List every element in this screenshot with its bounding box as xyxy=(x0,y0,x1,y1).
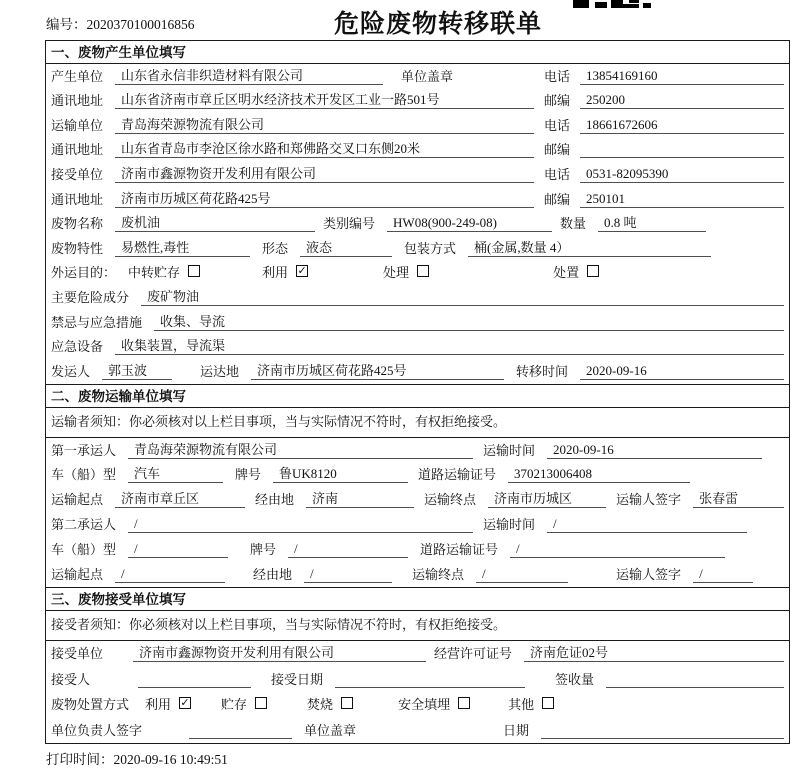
disposal-incinerate-label: 焚烧 xyxy=(307,697,334,712)
checkbox-transfer-storage xyxy=(188,265,200,277)
vehicle2-type-label: 车（船）型 xyxy=(51,541,117,557)
disposal-method-row xyxy=(46,692,789,718)
disposal-utilize-label: 利用 xyxy=(145,697,172,712)
checkbox-treat xyxy=(417,265,429,277)
transporter-phone-group xyxy=(544,115,784,134)
transporter-zip-value xyxy=(580,142,784,158)
vehicle1-road-value: 370213006408 xyxy=(508,466,690,483)
waste-form-value: 液态 xyxy=(300,237,392,257)
route2-sign-value: / xyxy=(693,566,753,583)
section-receiver xyxy=(46,587,789,743)
route2-sign-label: 运输人签字 xyxy=(616,566,682,582)
transporter-address-row xyxy=(46,138,789,163)
producer-zip-label: 邮编 xyxy=(544,93,571,109)
disposal-option-utilize xyxy=(145,694,191,713)
destination-label: 运达地 xyxy=(200,363,240,379)
receiver-label: 接受单位 xyxy=(51,166,104,182)
sign-date-label: 日期 xyxy=(503,722,530,738)
route1-sign-label: 运输人签字 xyxy=(616,492,682,508)
responsible-sign-label: 单位负责人签字 xyxy=(51,722,143,738)
checkbox-disposal-utilize: ✓ xyxy=(180,696,190,709)
vehicle1-row xyxy=(46,463,789,488)
producer-row xyxy=(46,64,789,89)
dispatcher-value: 郭玉波 xyxy=(102,360,172,380)
disposal-method-label: 废物处置方式 xyxy=(51,697,130,712)
taboo-value: 收集、导流 xyxy=(154,311,784,331)
waste-name-row xyxy=(46,212,789,237)
vehicle1-plate-label: 牌号 xyxy=(235,467,262,483)
disposal-landfill-label: 安全填埋 xyxy=(398,697,451,712)
document-number-value: 2020370100016856 xyxy=(86,17,195,32)
option-utilize xyxy=(262,262,308,281)
transporter-row xyxy=(46,113,789,138)
vehicle2-road-label: 道路运输证号 xyxy=(420,541,499,557)
hazard-row xyxy=(46,285,789,310)
route1-via-label: 经由地 xyxy=(255,492,295,508)
packing-label: 包装方式 xyxy=(404,240,457,256)
option-treat xyxy=(383,262,429,281)
route2-end-label: 运输终点 xyxy=(412,566,465,582)
waste-code-label: 类别编号 xyxy=(323,216,376,232)
producer-zip-value: 250200 xyxy=(580,92,784,109)
route1-start-value: 济南市章丘区 xyxy=(115,488,245,508)
producer-label: 产生单位 xyxy=(51,68,104,84)
equipment-value: 收集装置，导流渠 xyxy=(115,335,784,355)
equipment-label: 应急设备 xyxy=(51,339,104,355)
producer-address-label: 通讯地址 xyxy=(51,93,104,109)
route2-row xyxy=(46,562,789,587)
carrier1-row xyxy=(46,438,789,463)
document-number xyxy=(46,13,195,33)
carrier2-label: 第二承运人 xyxy=(51,516,117,532)
section3-header: 三、废物接受单位填写 xyxy=(46,587,789,611)
carrier2-time-label: 运输时间 xyxy=(483,516,536,532)
waste-props-value: 易燃性,毒性 xyxy=(115,237,250,257)
transporter-zip-group xyxy=(544,139,784,158)
packing-value: 桶(金属,数量 4） xyxy=(468,237,711,257)
option-transfer-storage-label: 中转贮存 xyxy=(128,265,181,281)
disposal-option-other xyxy=(508,694,554,713)
receive-amount-label: 签收量 xyxy=(555,671,595,687)
carrier2-time-value: / xyxy=(547,516,747,533)
carrier1-label: 第一承运人 xyxy=(51,442,117,458)
checkbox-disposal-landfill xyxy=(458,697,470,709)
transporter-value: 青岛海荣源物流有限公司 xyxy=(115,114,534,134)
receiver-zip-value: 250101 xyxy=(580,191,784,208)
vehicle2-road-value: / xyxy=(510,541,725,558)
receive-person-label: 接受人 xyxy=(51,671,91,687)
receiver-zip-group xyxy=(544,189,784,208)
sign-date-value xyxy=(541,723,784,739)
transporter-phone-label: 电话 xyxy=(544,117,571,133)
producer-address-value: 山东省济南市章丘区明水经济技术开发区工业一路501号 xyxy=(115,89,534,109)
receiver-value: 济南市鑫源物资开发利用有限公司 xyxy=(115,163,534,183)
receive-unit-row xyxy=(46,641,789,667)
document-number-label: 编号： xyxy=(46,17,87,32)
route2-via-value: / xyxy=(304,566,392,583)
qr-code-fragment xyxy=(573,0,653,9)
transfer-time-label: 转移时间 xyxy=(516,363,569,379)
producer-phone-value: 13854169160 xyxy=(580,68,784,85)
checkbox-disposal-other xyxy=(542,697,554,709)
option-transfer-storage xyxy=(128,262,200,281)
hazard-label: 主要危险成分 xyxy=(51,289,130,305)
vehicle1-road-label: 道路运输证号 xyxy=(418,467,497,483)
transporter-notice: 运输者须知：你必须核对以上栏目事项，当与实际情况不符时，有权拒绝接受。 xyxy=(46,408,789,438)
option-utilize-label: 利用 xyxy=(262,265,289,281)
transfer-time-value: 2020-09-16 xyxy=(580,363,784,380)
section-transporter xyxy=(46,384,789,587)
receive-unit-label: 接受单位 xyxy=(51,646,104,661)
page-title: 危险废物转移联单 xyxy=(334,10,543,38)
receive-date-label: 接受日期 xyxy=(271,671,324,687)
receive-person-row xyxy=(46,666,789,692)
checkbox-disposal-incinerate xyxy=(341,697,353,709)
vehicle1-plate-value: 鲁UK8120 xyxy=(273,463,408,483)
receiver-zip-label: 邮编 xyxy=(544,191,571,207)
option-treat-label: 处理 xyxy=(383,265,410,281)
route2-start-label: 运输起点 xyxy=(51,566,104,582)
transporter-address-label: 通讯地址 xyxy=(51,142,104,158)
waste-props-label: 废物特性 xyxy=(51,240,104,256)
option-dispose-label: 处置 xyxy=(553,265,580,281)
disposal-store-label: 贮存 xyxy=(221,697,248,712)
unit-seal2-label: 单位盖章 xyxy=(304,722,357,738)
waste-qty-value: 0.8 吨 xyxy=(598,212,706,232)
receiver-phone-value: 0531-82095390 xyxy=(580,166,784,183)
transporter-address-value: 山东省青岛市李沧区徐水路和郑佛路交叉口东侧20米 xyxy=(115,138,534,158)
disposal-option-landfill xyxy=(398,694,470,713)
section1-header: 一、废物产生单位填写 xyxy=(46,41,789,64)
producer-value: 山东省永信非织造材料有限公司 xyxy=(115,65,383,85)
option-dispose xyxy=(553,262,599,281)
carrier2-value: / xyxy=(128,516,473,533)
vehicle1-type-label: 车（船）型 xyxy=(51,467,117,483)
unit-seal-label: 单位盖章 xyxy=(401,68,454,84)
producer-zip-group xyxy=(544,90,784,109)
waste-form-label: 形态 xyxy=(262,240,289,256)
route1-end-label: 运输终点 xyxy=(424,492,477,508)
responsible-sign-value xyxy=(189,723,292,739)
transporter-label: 运输单位 xyxy=(51,117,104,133)
waste-qty-label: 数量 xyxy=(560,216,587,232)
route2-start-value: / xyxy=(115,566,225,583)
hazard-value: 废矿物油 xyxy=(141,286,784,306)
vehicle1-type-value: 汽车 xyxy=(128,463,223,483)
receiver-notice: 接受者须知：你必须核对以上栏目事项，当与实际情况不符时，有权拒绝接受。 xyxy=(46,611,789,641)
vehicle2-row xyxy=(46,537,789,562)
carrier2-row xyxy=(46,512,789,537)
transporter-zip-label: 邮编 xyxy=(544,142,571,158)
checkbox-utilize: ✓ xyxy=(297,264,307,278)
dispatch-row xyxy=(46,359,789,384)
transporter-phone-value: 18661672606 xyxy=(580,117,784,134)
producer-phone-label: 电话 xyxy=(544,68,571,84)
license-value: 济南危证02号 xyxy=(524,642,784,662)
carrier1-value: 青岛海荣源物流有限公司 xyxy=(128,439,473,459)
purpose-row xyxy=(46,261,789,286)
section2-header: 二、废物运输单位填写 xyxy=(46,384,789,408)
taboo-label: 禁忌与应急措施 xyxy=(51,314,143,330)
responsible-sign-row xyxy=(46,717,789,743)
print-time: 打印时间：2020-09-16 10:49:51 xyxy=(46,752,228,767)
producer-address-row xyxy=(46,89,789,114)
vehicle2-plate-label: 牌号 xyxy=(250,541,277,557)
receive-amount-value xyxy=(606,672,784,688)
disposal-option-incinerate xyxy=(307,694,353,713)
section-producer xyxy=(46,41,789,384)
waste-name-value: 废机油 xyxy=(115,212,315,232)
dispatcher-label: 发运人 xyxy=(51,363,91,379)
disposal-other-label: 其他 xyxy=(508,697,535,712)
route1-sign-value: 张春雷 xyxy=(693,488,784,508)
waste-code-value: HW08(900-249-08) xyxy=(387,215,552,232)
route1-end-value: 济南市历城区 xyxy=(488,488,606,508)
producer-phone-group xyxy=(544,66,784,85)
checkbox-disposal-store xyxy=(255,697,267,709)
receiver-phone-label: 电话 xyxy=(544,166,571,182)
waste-name-label: 废物名称 xyxy=(51,216,104,232)
waste-props-row xyxy=(46,236,789,261)
route2-via-label: 经由地 xyxy=(253,566,293,582)
vehicle2-plate-value: / xyxy=(288,541,408,558)
receiver-address-row xyxy=(46,187,789,212)
receiver-address-label: 通讯地址 xyxy=(51,191,104,207)
vehicle2-type-value: / xyxy=(128,541,228,558)
receiver-address-value: 济南市历城区荷花路425号 xyxy=(115,188,534,208)
checkbox-dispose xyxy=(587,265,599,277)
carrier1-time-label: 运输时间 xyxy=(483,442,536,458)
purpose-label: 外运目的： xyxy=(51,265,117,281)
route2-end-value: / xyxy=(476,566,568,583)
license-label: 经营许可证号 xyxy=(434,646,513,661)
carrier1-time-value: 2020-09-16 xyxy=(547,442,762,459)
form-body xyxy=(45,40,790,744)
receive-date-value xyxy=(335,672,525,688)
route1-row xyxy=(46,487,789,512)
receiver-phone-group xyxy=(544,164,784,183)
disposal-option-store xyxy=(221,694,267,713)
route1-via-value: 济南 xyxy=(306,488,414,508)
taboo-row xyxy=(46,310,789,335)
equipment-row xyxy=(46,335,789,360)
receive-person-value xyxy=(138,672,251,688)
receive-unit-value: 济南市鑫源物资开发利用有限公司 xyxy=(133,642,426,662)
receiver-row xyxy=(46,162,789,187)
route1-start-label: 运输起点 xyxy=(51,492,104,508)
destination-value: 济南市历城区荷花路425号 xyxy=(251,360,504,380)
